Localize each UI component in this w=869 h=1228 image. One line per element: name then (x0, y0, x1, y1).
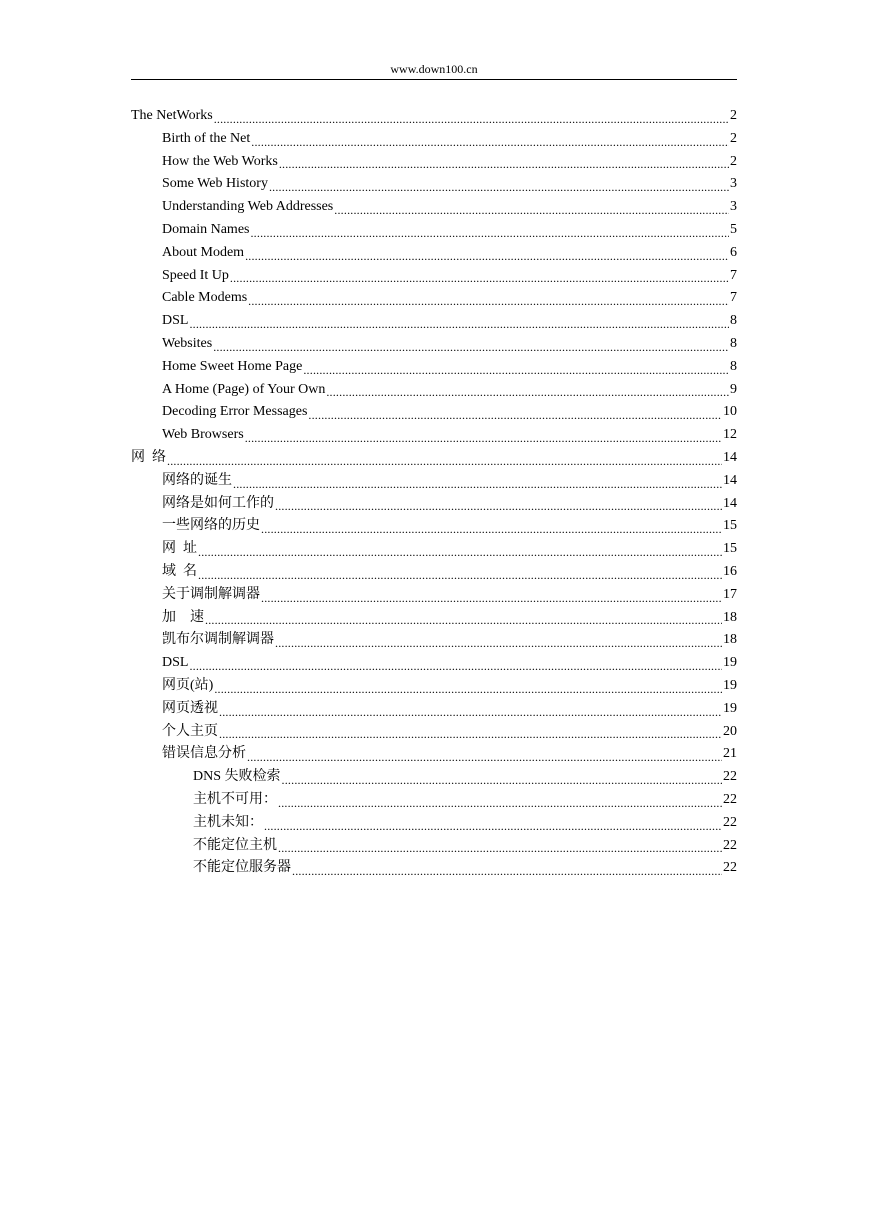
toc-entry[interactable] (131, 766, 737, 789)
toc-dot-leader (269, 173, 729, 196)
toc-entry-title: How the Web Works (162, 153, 278, 169)
toc-entry-page-number: 2 (730, 108, 737, 123)
toc-entry-title: 不能定位主机 (193, 837, 277, 853)
toc-entry-page-number: 22 (723, 769, 737, 785)
toc-entry-page-number: 8 (730, 358, 737, 374)
toc-entry[interactable] (131, 265, 737, 288)
toc-entry-title: Cable Modems (162, 290, 248, 306)
toc-dot-leader (251, 128, 729, 151)
toc-entry[interactable] (131, 379, 737, 402)
toc-entry-title: 关于调制解调器 (162, 586, 260, 602)
toc-dot-leader (278, 835, 722, 858)
toc-entry-title: 网络的诞生 (162, 472, 232, 488)
toc-entry-page-number: 2 (730, 153, 737, 169)
toc-dot-leader (250, 219, 729, 242)
toc-entry-title: Decoding Error Messages (162, 404, 308, 420)
header-rule (131, 79, 737, 80)
toc-dot-leader (214, 105, 729, 128)
toc-entry-title: Websites (162, 335, 213, 351)
toc-dot-leader (167, 447, 722, 470)
toc-entry-title: Home Sweet Home Page (162, 358, 303, 374)
toc-dot-leader (261, 584, 722, 607)
toc-entry-page-number: 5 (730, 221, 737, 237)
toc-dot-leader (245, 242, 729, 265)
toc-entry[interactable] (131, 629, 737, 652)
toc-entry[interactable] (131, 675, 737, 698)
toc-dot-leader (279, 151, 729, 174)
toc-entry[interactable] (131, 721, 737, 744)
toc-entry[interactable] (131, 538, 737, 561)
toc-entry[interactable] (131, 401, 737, 424)
toc-dot-leader (275, 493, 722, 516)
toc-entry-title: A Home (Page) of Your Own (162, 381, 326, 397)
toc-entry[interactable] (131, 698, 737, 721)
toc-entry-page-number: 16 (723, 563, 737, 579)
toc-dot-leader (245, 424, 722, 447)
toc-dot-leader (214, 675, 722, 698)
toc-dot-leader (334, 196, 729, 219)
toc-dot-leader (282, 766, 722, 789)
toc-entry-title: 加 速 (162, 609, 204, 625)
table-of-contents (131, 105, 737, 880)
toc-dot-leader (326, 379, 729, 402)
toc-entry-title: DSL (162, 655, 189, 671)
toc-entry-page-number: 17 (723, 586, 737, 602)
toc-entry[interactable] (131, 219, 737, 242)
toc-entry-page-number: 2 (730, 130, 737, 146)
toc-dot-leader (303, 356, 729, 379)
toc-dot-leader (189, 652, 722, 675)
toc-entry[interactable] (131, 835, 737, 858)
toc-entry-page-number: 19 (723, 677, 737, 693)
toc-entry-page-number: 18 (723, 609, 737, 625)
toc-entry-page-number: 10 (723, 404, 737, 420)
toc-entry-title: About Modem (162, 244, 245, 260)
toc-entry-page-number: 7 (730, 290, 737, 306)
toc-entry-title: 网络是如何工作的 (162, 495, 274, 511)
toc-entry[interactable] (131, 743, 737, 766)
toc-dot-leader (213, 333, 729, 356)
toc-entry-page-number: 3 (730, 199, 737, 215)
toc-entry-title: 网页(站) (162, 677, 214, 693)
toc-entry[interactable] (131, 561, 737, 584)
toc-entry-title: 主机未知： (193, 814, 263, 830)
toc-entry-title: Web Browsers (162, 427, 244, 443)
toc-entry-title: The NetWorks (131, 108, 213, 123)
toc-entry-page-number: 22 (723, 814, 737, 830)
toc-entry[interactable] (131, 287, 737, 310)
toc-dot-leader (198, 561, 722, 584)
toc-entry-page-number: 15 (723, 541, 737, 557)
toc-entry[interactable] (131, 333, 737, 356)
toc-entry-title: DSL (162, 313, 189, 329)
toc-entry-title: 主机不可用： (193, 791, 277, 807)
toc-dot-leader (205, 607, 722, 630)
toc-entry-page-number: 19 (723, 655, 737, 671)
toc-dot-leader (278, 789, 722, 812)
toc-entry[interactable] (131, 789, 737, 812)
toc-entry[interactable] (131, 356, 737, 379)
toc-entry-title: Domain Names (162, 221, 250, 237)
toc-entry-page-number: 14 (723, 449, 737, 465)
toc-dot-leader (292, 857, 722, 880)
toc-dot-leader (247, 743, 722, 766)
toc-dot-leader (230, 265, 729, 288)
toc-entry-page-number: 15 (723, 518, 737, 534)
toc-entry[interactable] (131, 310, 737, 333)
toc-dot-leader (219, 721, 722, 744)
toc-dot-leader (308, 401, 722, 424)
toc-entry-title: Understanding Web Addresses (162, 199, 334, 215)
toc-entry-page-number: 22 (723, 860, 737, 876)
toc-entry-title: Speed It Up (162, 267, 229, 283)
toc-entry-title: 网 络 (131, 449, 166, 465)
toc-entry[interactable] (131, 857, 737, 880)
toc-entry-page-number: 20 (723, 723, 737, 739)
toc-entry-page-number: 7 (730, 267, 737, 283)
toc-entry-title: 一些网络的历史 (162, 518, 260, 534)
toc-entry-title: 凯布尔调制解调器 (162, 632, 274, 648)
toc-entry-title: 网 址 (162, 541, 197, 557)
toc-dot-leader (233, 470, 722, 493)
toc-entry-page-number: 14 (723, 472, 737, 488)
toc-entry[interactable] (131, 242, 737, 265)
toc-entry-page-number: 12 (723, 427, 737, 443)
toc-entry-page-number: 18 (723, 632, 737, 648)
toc-entry-page-number: 6 (730, 244, 737, 260)
toc-entry[interactable] (131, 447, 737, 470)
toc-dot-leader (189, 310, 729, 333)
toc-entry-page-number: 3 (730, 176, 737, 192)
toc-entry[interactable] (131, 584, 737, 607)
toc-dot-leader (261, 515, 722, 538)
toc-entry[interactable] (131, 128, 737, 151)
toc-dot-leader (198, 538, 722, 561)
toc-entry-title: 不能定位服务器 (193, 860, 291, 876)
toc-entry-title: 错误信息分析 (162, 746, 246, 762)
toc-entry-title: DNS 失败检索 (193, 769, 281, 785)
toc-dot-leader (264, 812, 722, 835)
toc-entry-title: 个人主页 (162, 723, 218, 739)
toc-entry-page-number: 8 (730, 313, 737, 329)
toc-entry[interactable] (131, 652, 737, 675)
toc-entry-page-number: 22 (723, 791, 737, 807)
toc-entry-page-number: 22 (723, 837, 737, 853)
toc-entry-page-number: 9 (730, 381, 737, 397)
toc-entry[interactable] (131, 515, 737, 538)
toc-entry-title: 域 名 (162, 563, 197, 579)
toc-entry[interactable] (131, 105, 737, 128)
toc-dot-leader (219, 698, 722, 721)
toc-dot-leader (275, 629, 722, 652)
toc-entry-page-number: 8 (730, 335, 737, 351)
toc-entry[interactable] (131, 424, 737, 447)
toc-entry[interactable] (131, 470, 737, 493)
toc-dot-leader (248, 287, 729, 310)
toc-entry-title: Birth of the Net (162, 130, 251, 146)
toc-entry[interactable] (131, 493, 737, 516)
toc-entry[interactable] (131, 196, 737, 219)
toc-entry[interactable] (131, 607, 737, 630)
toc-entry-title: Some Web History (162, 176, 268, 192)
toc-entry-page-number: 14 (723, 495, 737, 511)
toc-entry-title: 网页透视 (162, 700, 218, 716)
toc-entry-page-number: 19 (723, 700, 737, 716)
toc-entry[interactable] (131, 151, 737, 174)
page-header-url: www.down100.cn (390, 62, 478, 76)
toc-entry-page-number: 21 (723, 746, 737, 762)
toc-entry[interactable] (131, 173, 737, 196)
toc-entry[interactable] (131, 812, 737, 835)
